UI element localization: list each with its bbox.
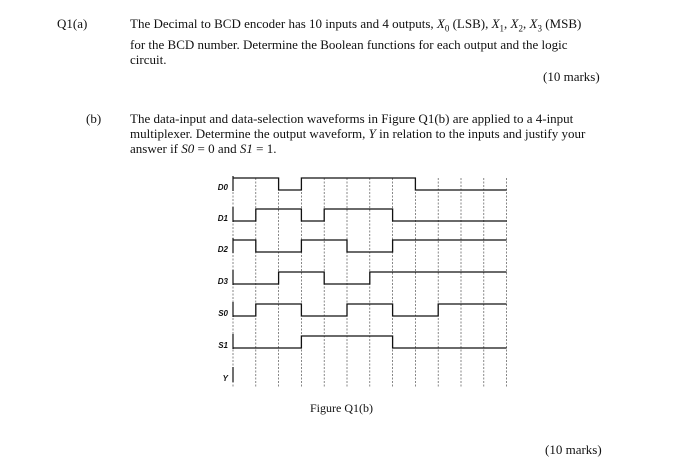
question-1a-line-2: for the BCD number. Determine the Boolean functions for each output and the logic (130, 36, 568, 52)
question-1a-line-1: The Decimal to BCD encoder has 10 inputs and 4 outputs, $X_0$ (LSB), $X_1$, $X_2$, $X_3$ (MSB) (130, 16, 582, 34)
figure-caption: Figure Q1(b) (310, 401, 373, 415)
signal-label-d3: D3 (217, 277, 228, 286)
question-1b-line-2: multiplexer. Determine the output waveform, Y in relation to the inputs and justify your (130, 126, 586, 141)
signal-label-d2: D2 (217, 245, 228, 254)
question-1b-line-1: The data-input and data-selection waveforms in Figure Q1(b) are applied to a 4-input (130, 111, 574, 126)
question-1b-marks: (10 marks) (545, 442, 602, 457)
question-1a-marks: (10 marks) (543, 69, 600, 84)
signal-label-d0: D0 (217, 183, 228, 192)
signal-label-d1: D1 (217, 214, 228, 223)
signal-labels (218, 183, 229, 383)
signal-label-s1: S1 (218, 341, 228, 350)
question-1b-line-3: answer if S0 = 0 and S1 = 1. (130, 141, 277, 156)
question-1a-label: Q1(a) (57, 16, 88, 31)
question-1a-line-3: circuit. (130, 51, 167, 67)
question-1b-label: (b) (86, 111, 102, 126)
signal-label-s0: S0 (218, 309, 228, 318)
signal-label-y: Y (222, 374, 228, 383)
waveform-d3 (233, 272, 507, 284)
